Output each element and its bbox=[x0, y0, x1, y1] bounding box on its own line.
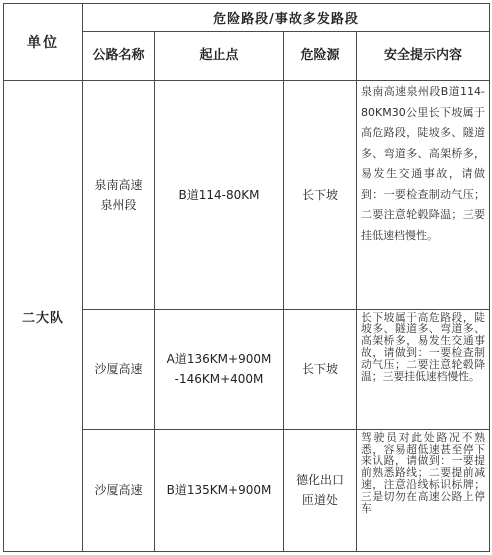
range-line-1: A道136KM+900M bbox=[166, 352, 272, 367]
safety-tip-text: 长下坡属于高危路段，陡坡多、隧道多、弯道多、高架桥多，易发生交通事故，请做到：一要检查制动气压；二要注意轮毂降温；三要挂低速档慢性。 bbox=[361, 310, 485, 383]
unit-cell bbox=[4, 81, 83, 552]
range-header bbox=[155, 32, 284, 81]
danger-source-line-2: 匝道处 bbox=[301, 493, 338, 508]
unit-header-text: 单位 bbox=[27, 35, 59, 52]
road-name-text: 泉南高速泉州段 bbox=[94, 177, 143, 212]
safety-tip-header bbox=[357, 32, 490, 81]
danger-source-cell bbox=[284, 81, 357, 309]
dangerous-road-table bbox=[3, 3, 490, 552]
dangerous-road-group-header bbox=[83, 4, 490, 32]
safety-tip-text: 驾驶员对此处路况不熟悉，容易超低速甚至停下来认路，请做到：一要提前熟悉路线；二要提前减速，注意沿线标识标牌；三是切勿在高速公路上停车 bbox=[361, 430, 485, 515]
danger-source-line-1: 德化出口 bbox=[295, 473, 344, 488]
range-cell bbox=[155, 429, 284, 551]
road-name-cell bbox=[83, 429, 155, 551]
range-cell bbox=[155, 309, 284, 429]
road-name-cell bbox=[83, 81, 155, 309]
table-header-row-top bbox=[4, 4, 490, 32]
safety-tip-cell bbox=[357, 309, 490, 429]
danger-source-text: 长下坡 bbox=[301, 362, 338, 377]
safety-tip-text: 泉南高速泉州段B道114-80KM30公里长下坡属于高危路段，陡坡多、隧道多、弯道多、高架桥多，易发生交通事故，请做到：一要检查制动气压；二要注意轮毂降温；三要挂低速档慢性。 bbox=[361, 85, 485, 242]
danger-source-header-text: 危险源 bbox=[300, 48, 340, 64]
range-line-2: -146KM+400M bbox=[174, 372, 264, 387]
danger-source-text: 长下坡 bbox=[301, 187, 338, 202]
safety-tip-cell bbox=[357, 429, 490, 551]
road-name-text: 沙厦高速 bbox=[94, 362, 143, 377]
danger-source-cell bbox=[284, 309, 357, 429]
range-header-text: 起止点 bbox=[199, 48, 239, 64]
range-cell bbox=[155, 81, 284, 309]
unit-header bbox=[4, 4, 83, 81]
road-name-header-text: 公路名称 bbox=[92, 48, 145, 64]
unit-value-text: 二大队 bbox=[21, 310, 64, 326]
danger-source-header bbox=[284, 32, 357, 81]
road-name-text: 沙厦高速 bbox=[94, 483, 143, 498]
danger-source-cell bbox=[284, 429, 357, 551]
road-name-header bbox=[83, 32, 155, 81]
safety-tip-cell bbox=[357, 81, 490, 309]
road-name-cell bbox=[83, 309, 155, 429]
range-text: B道114-80KM bbox=[178, 187, 260, 202]
table-row bbox=[4, 81, 490, 309]
group-title-text: 危险路段/事故多发路段 bbox=[213, 12, 359, 28]
range-text: B道135KM+900M bbox=[166, 483, 272, 498]
safety-tip-header-text: 安全提示内容 bbox=[383, 48, 462, 64]
